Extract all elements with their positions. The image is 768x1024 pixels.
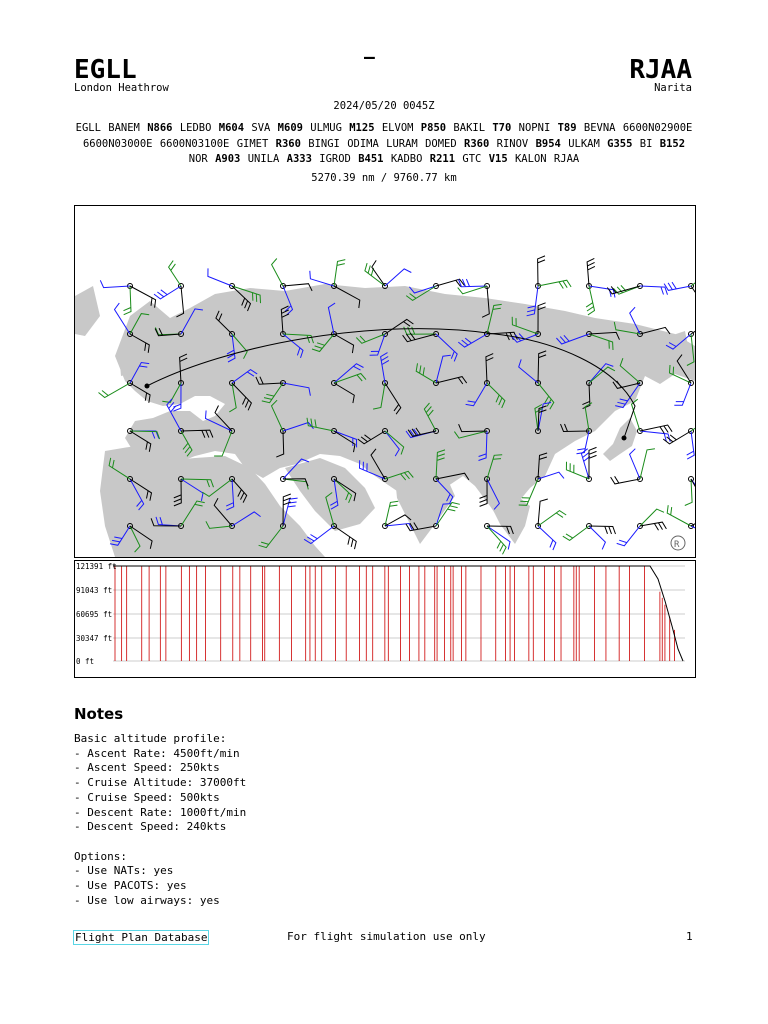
- route-waypoint: ODIMA: [347, 137, 379, 150]
- route-airway: R360: [464, 137, 490, 150]
- route-airway: R211: [429, 153, 456, 165]
- wind-barb: [334, 260, 345, 286]
- route-waypoint: 6600N02900E: [622, 122, 693, 134]
- route-airway: T89: [557, 122, 577, 134]
- wind-barb: [566, 462, 589, 479]
- notes-line: - Use PACOTS: yes: [74, 879, 187, 893]
- wind-barb: [589, 526, 605, 549]
- wind-barb: [385, 524, 413, 531]
- wind-barb: [99, 383, 131, 398]
- route-waypoint: LURAM: [386, 137, 418, 150]
- wind-barb: [310, 271, 334, 286]
- wind-barb: [640, 449, 655, 479]
- wind-barb: [611, 476, 640, 484]
- profile-svg: [75, 561, 695, 677]
- compass-logo: [671, 536, 685, 550]
- wind-barb: [691, 286, 695, 315]
- route-waypoint: SVA: [251, 122, 271, 134]
- route-airway: B451: [358, 153, 384, 165]
- route-airway: A333: [286, 153, 312, 165]
- altitude-profile: [74, 560, 696, 678]
- route-waypoint: NOPNI: [518, 122, 551, 134]
- notes-line: Options:: [74, 849, 127, 863]
- route-waypoint: GIMET: [236, 137, 269, 150]
- page-number: 1: [686, 930, 693, 943]
- route-airway: P850: [420, 122, 447, 134]
- wind-barb: [563, 526, 589, 540]
- destination-code: RJAA: [629, 55, 692, 85]
- route-airway: T70: [492, 122, 512, 134]
- notes-line: - Cruise Speed: 500kts: [74, 790, 220, 804]
- wind-barb: [154, 286, 181, 299]
- route-waypoint: ULMUG: [310, 122, 342, 134]
- route-waypoint: LEDBO: [179, 122, 212, 134]
- wind-barb: [372, 260, 385, 286]
- route-waypoint: BANEM: [108, 122, 140, 134]
- origin-name: London Heathrow: [74, 82, 169, 94]
- notes-title: Notes: [74, 705, 124, 723]
- route-airway: M125: [349, 122, 375, 134]
- notes-line: - Descent Rate: 1000ft/min: [74, 805, 247, 819]
- footer-disclaimer: For flight simulation use only: [287, 930, 486, 943]
- landmass: [75, 284, 695, 557]
- route-airway: B152: [659, 137, 686, 150]
- profile-y-label: 91043 ft: [76, 586, 113, 595]
- wind-barb: [674, 383, 691, 405]
- route-airway: G355: [607, 137, 633, 150]
- wind-barb: [272, 259, 283, 287]
- notes-line: Basic altitude profile:: [74, 732, 227, 745]
- route-map: [74, 205, 696, 558]
- route-waypoint: EGLL: [75, 122, 101, 134]
- wind-barb: [385, 269, 411, 286]
- route-waypoint: RINOV: [496, 137, 529, 150]
- notes-line: - Descent Speed: 240kts: [74, 820, 227, 834]
- wind-barb: [640, 431, 670, 442]
- route-airway: A903: [215, 153, 241, 165]
- route-airway: M609: [277, 122, 303, 134]
- route-airway: N866: [147, 122, 173, 134]
- route-waypoint: BAKIL: [453, 122, 486, 134]
- profile-y-label: 30347 ft: [76, 634, 113, 643]
- wind-barb: [640, 425, 672, 433]
- notes-body: [74, 732, 246, 908]
- route-airway: M604: [218, 122, 245, 134]
- route-string: [70, 121, 698, 168]
- notes-line: - Use NATs: yes: [74, 864, 174, 878]
- wind-barb: [538, 256, 545, 286]
- wind-barb: [587, 258, 595, 286]
- wind-barb: [124, 286, 132, 315]
- destination-point: [622, 436, 627, 441]
- route-waypoint: BINGI: [308, 137, 340, 150]
- wind-barb: [640, 522, 666, 530]
- wind-barb: [663, 431, 691, 444]
- profile-y-label: 0 ft: [76, 657, 95, 666]
- wind-barb: [687, 431, 695, 459]
- header-separator: –: [364, 47, 375, 68]
- profile-y-label: 60695 ft: [76, 610, 113, 619]
- wind-barb: [589, 447, 597, 479]
- wind-barb: [586, 286, 594, 315]
- route-airway: V15: [488, 153, 508, 165]
- wind-barb: [685, 479, 692, 506]
- route-waypoint: GTC: [462, 153, 482, 165]
- profile-y-label: 121391 ft: [76, 562, 117, 571]
- route-waypoint: NOR: [188, 153, 208, 165]
- wind-barb: [365, 263, 385, 286]
- wind-barb: [169, 261, 181, 286]
- wind-barb: [100, 280, 130, 287]
- notes-line: - Ascent Rate: 4500ft/min: [74, 746, 240, 760]
- wind-barb: [667, 505, 691, 526]
- route-airway: R360: [275, 137, 301, 150]
- wind-barb: [630, 449, 640, 479]
- route-waypoint: BEVNA: [583, 122, 616, 134]
- map-svg: [75, 206, 695, 557]
- flight-datetime: 2024/05/20 0045Z: [333, 100, 435, 112]
- route-waypoint: KADBO: [390, 153, 423, 165]
- route-waypoint: DOMED: [425, 137, 457, 150]
- route-airway: B954: [535, 137, 561, 150]
- notes-line: - Cruise Altitude: 37000ft: [74, 776, 247, 790]
- wind-barb: [640, 286, 668, 295]
- route-distance: 5270.39 nm / 9760.77 km: [311, 172, 457, 184]
- wind-barb: [538, 511, 566, 526]
- origin-code: EGLL: [74, 55, 137, 85]
- route-waypoint: UNILA: [247, 153, 280, 165]
- route-waypoint: ELVOM: [381, 122, 414, 134]
- wind-barb: [538, 280, 571, 288]
- notes-line: [74, 835, 246, 850]
- wind-barb: [208, 268, 232, 286]
- route-waypoint: 6600N03100E: [159, 137, 230, 150]
- route-waypoint: RJAA: [553, 153, 580, 165]
- notes-line: - Use low airways: yes: [74, 893, 220, 907]
- route-waypoint: 6600N03000E: [82, 137, 153, 150]
- route-waypoint: IGROD: [319, 153, 351, 165]
- route-waypoint: BI: [639, 137, 653, 150]
- flight-plan-database-link[interactable]: Flight Plan Database: [75, 931, 208, 944]
- destination-name: Narita: [654, 82, 692, 94]
- wind-barb: [538, 526, 556, 550]
- wind-barb: [617, 526, 640, 546]
- route-waypoint: KALON: [514, 153, 547, 165]
- wind-barb: [487, 526, 506, 554]
- notes-line: - Ascent Speed: 250kts: [74, 761, 220, 775]
- origin-point: [145, 384, 150, 389]
- svg-text:R: R: [674, 540, 680, 550]
- route-waypoint: ULKAM: [568, 137, 600, 150]
- wind-barb: [664, 282, 691, 290]
- profile-line: [113, 566, 683, 661]
